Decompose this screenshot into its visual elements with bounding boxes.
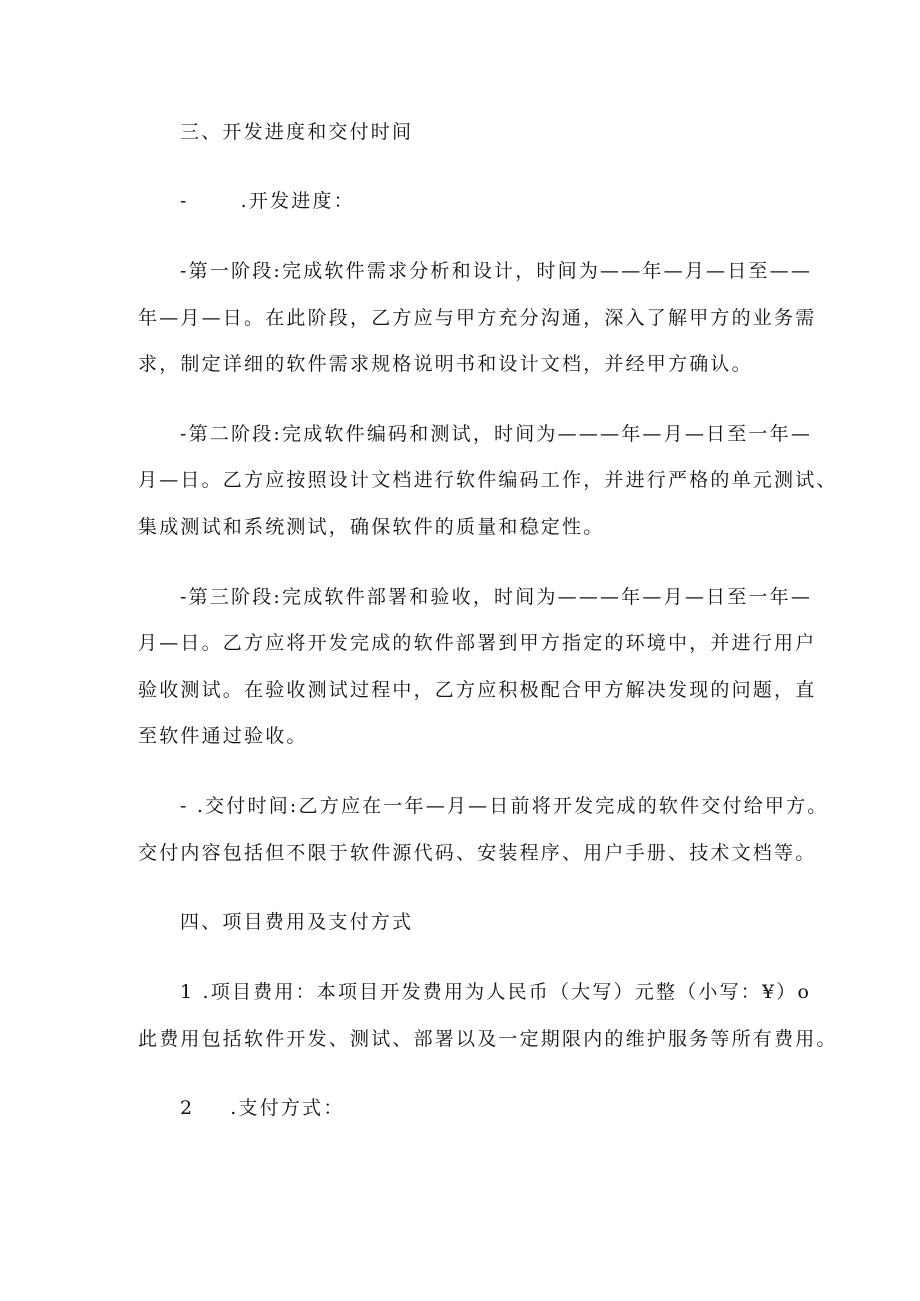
fee-line-2: 此费用包括软件开发、测试、部署以及一定期限内的维护服务等所有费用。 — [138, 1028, 838, 1050]
phase-2-line-2: 月—日。乙方应按照设计文档进行软件编码工作，并进行严格的单元测试、 — [138, 469, 838, 491]
phase-1-line-3: 求，制定详细的软件需求规格说明书和设计文档，并经甲方确认。 — [138, 353, 753, 375]
phase-3-line-2: 月—日。乙方应将开发完成的软件部署到甲方指定的环境中，并进行用户 — [138, 632, 817, 654]
item-1-marker: - — [180, 190, 189, 212]
item-1-label: .开发进度： — [240, 190, 355, 212]
item-2-line-2: 交付内容包括但不限于软件源代码、安装程序、用户手册、技术文档等。 — [138, 842, 817, 864]
fee-line-1: 1 .项目费用：本项目开发费用为人民币（大写）元整（小写：¥）o — [180, 981, 812, 1003]
item-1-development-schedule — [180, 189, 355, 213]
item-2-line-1: - .交付时间:乙方应在一年—月—日前将开发完成的软件交付给甲方。 — [180, 795, 829, 817]
phase-3-line-1: -第三阶段:完成软件部署和验收，时间为———年—月—日至一年— — [180, 586, 813, 608]
phase-1-line-1: -第一阶段:完成软件需求分析和设计，时间为——年—月—日至—— — [180, 260, 813, 282]
payment-label: .支付方式： — [230, 1097, 345, 1119]
payment-number: 2 — [180, 1097, 195, 1119]
phase-1-line-2: 年—月—日。在此阶段，乙方应与甲方充分沟通，深入了解甲方的业务需 — [138, 307, 817, 329]
section-4-heading: 四、项目费用及支付方式 — [180, 911, 414, 933]
phase-3-line-3: 验收测试。在验收测试过程中，乙方应积极配合甲方解决发现的问题，直 — [138, 679, 817, 701]
phase-2-line-1: -第二阶段:完成软件编码和测试，时间为———年—月—日至一年— — [180, 423, 813, 445]
phase-2-line-3: 集成测试和系统测试，确保软件的质量和稳定性。 — [138, 516, 605, 538]
section-3-heading: 三、开发进度和交付时间 — [180, 121, 414, 143]
phase-3-line-4: 至软件通过验收。 — [138, 725, 308, 747]
payment-method — [180, 1096, 345, 1120]
